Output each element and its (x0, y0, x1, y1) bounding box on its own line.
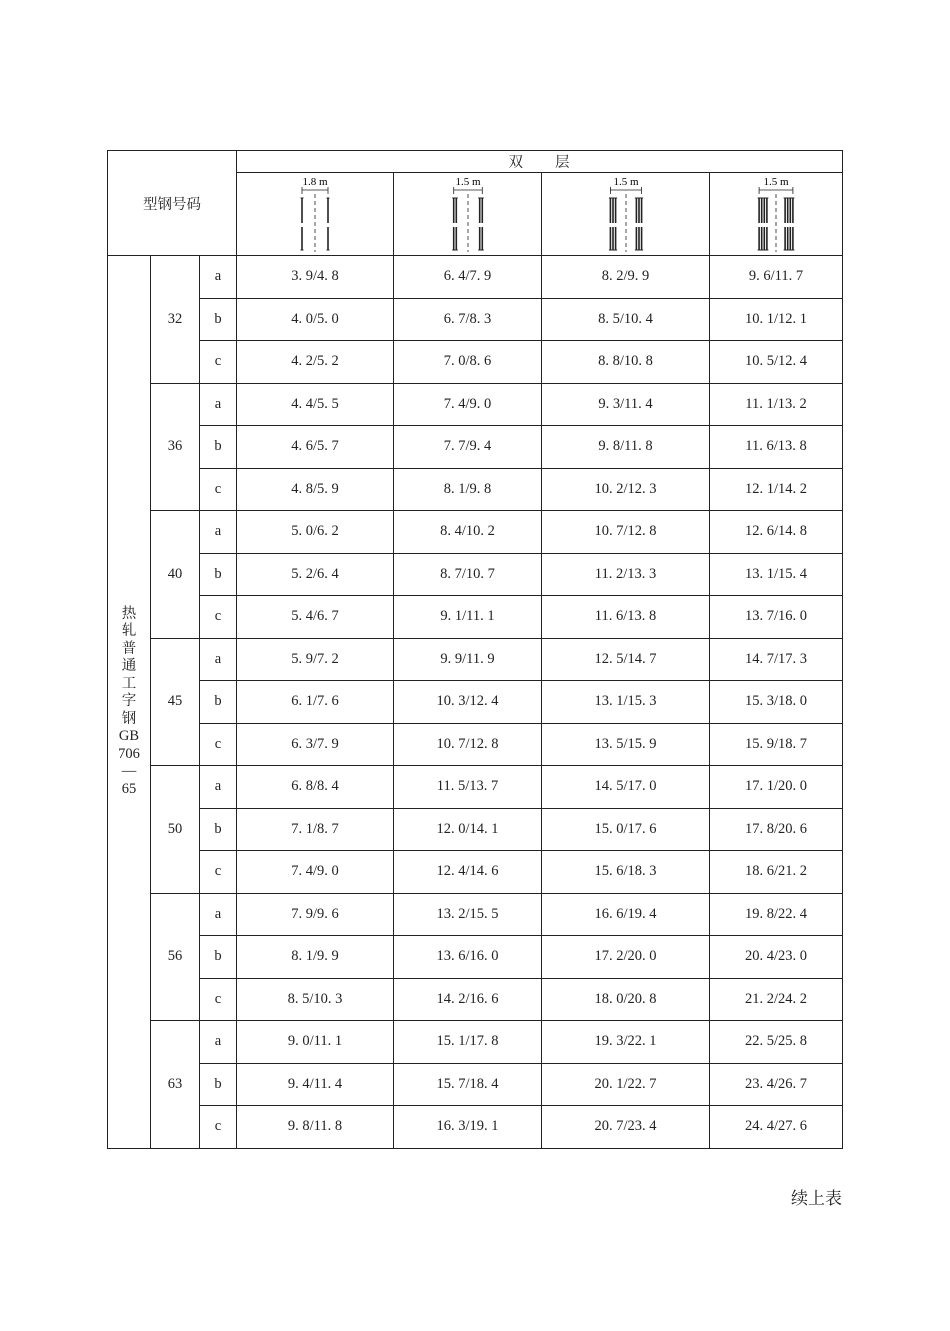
value-cell: 7. 1/8. 7 (237, 808, 394, 851)
value-cell: 9. 6/11. 7 (710, 256, 843, 299)
value-cell: 4. 2/5. 2 (237, 341, 394, 384)
category-label: 热 轧 普 通 工 字 钢 GB 706 — 65 (108, 256, 151, 1149)
sub-type-cell: b (200, 1063, 237, 1106)
value-cell: 5. 0/6. 2 (237, 511, 394, 554)
value-cell: 6. 1/7. 6 (237, 681, 394, 724)
value-cell: 9. 9/11. 9 (394, 638, 542, 681)
table-row (108, 766, 843, 809)
value-cell: 12. 4/14. 6 (394, 851, 542, 894)
value-cell: 3. 9/4. 8 (237, 256, 394, 299)
value-cell: 24. 4/27. 6 (710, 1106, 843, 1149)
value-cell: 10. 5/12. 4 (710, 341, 843, 384)
sub-type-cell: c (200, 723, 237, 766)
size-cell: 56 (151, 893, 200, 1021)
value-cell: 11. 6/13. 8 (542, 596, 710, 639)
value-cell: 12. 1/14. 2 (710, 468, 843, 511)
sub-type-cell: a (200, 638, 237, 681)
value-cell: 17. 1/20. 0 (710, 766, 843, 809)
value-cell: 13. 1/15. 4 (710, 553, 843, 596)
value-cell: 8. 5/10. 3 (237, 978, 394, 1021)
value-cell: 13. 7/16. 0 (710, 596, 843, 639)
value-cell: 4. 4/5. 5 (237, 383, 394, 426)
sub-type-cell: a (200, 1021, 237, 1064)
value-cell: 6. 8/8. 4 (237, 766, 394, 809)
sub-type-cell: a (200, 383, 237, 426)
value-cell: 8. 4/10. 2 (394, 511, 542, 554)
value-cell: 6. 3/7. 9 (237, 723, 394, 766)
table-row (108, 893, 843, 936)
value-cell: 10. 7/12. 8 (542, 511, 710, 554)
table-row (108, 723, 843, 766)
value-cell: 12. 6/14. 8 (710, 511, 843, 554)
table-row (108, 851, 843, 894)
value-cell: 12. 5/14. 7 (542, 638, 710, 681)
size-cell: 40 (151, 511, 200, 639)
value-cell: 20. 1/22. 7 (542, 1063, 710, 1106)
sub-type-cell: c (200, 468, 237, 511)
value-cell: 8. 2/9. 9 (542, 256, 710, 299)
value-cell: 7. 9/9. 6 (237, 893, 394, 936)
table-row (108, 681, 843, 724)
table-row (108, 1021, 843, 1064)
sub-type-cell: b (200, 936, 237, 979)
sub-type-cell: c (200, 341, 237, 384)
sub-type-cell: c (200, 596, 237, 639)
value-cell: 20. 7/23. 4 (542, 1106, 710, 1149)
table-row (108, 468, 843, 511)
spacing-label: 1.5 m (763, 176, 789, 188)
value-cell: 9. 1/11. 1 (394, 596, 542, 639)
value-cell: 8. 7/10. 7 (394, 553, 542, 596)
value-cell: 15. 3/18. 0 (710, 681, 843, 724)
value-cell: 7. 4/9. 0 (394, 383, 542, 426)
table-row (108, 426, 843, 469)
table-row (108, 511, 843, 554)
value-cell: 17. 2/20. 0 (542, 936, 710, 979)
value-cell: 19. 3/22. 1 (542, 1021, 710, 1064)
table-row (108, 383, 843, 426)
value-cell: 22. 5/25. 8 (710, 1021, 843, 1064)
double-layer-3-bar-icon (596, 174, 656, 254)
value-cell: 13. 1/15. 3 (542, 681, 710, 724)
value-cell: 8. 5/10. 4 (542, 298, 710, 341)
table-row (108, 341, 843, 384)
spacing-label: 1.5 m (455, 176, 481, 188)
value-cell: 17. 8/20. 6 (710, 808, 843, 851)
sub-type-cell: b (200, 808, 237, 851)
sub-type-cell: b (200, 553, 237, 596)
value-cell: 9. 3/11. 4 (542, 383, 710, 426)
value-cell: 15. 7/18. 4 (394, 1063, 542, 1106)
value-cell: 4. 8/5. 9 (237, 468, 394, 511)
diagram-cell (394, 173, 542, 256)
sub-type-cell: c (200, 978, 237, 1021)
value-cell: 9. 8/11. 8 (237, 1106, 394, 1149)
value-cell: 14. 2/16. 6 (394, 978, 542, 1021)
table-row (108, 978, 843, 1021)
sub-type-cell: a (200, 511, 237, 554)
double-layer-2-bar-icon (438, 174, 498, 254)
value-cell: 5. 2/6. 4 (237, 553, 394, 596)
spacing-label: 1.5 m (613, 176, 639, 188)
value-cell: 7. 7/9. 4 (394, 426, 542, 469)
table-row (108, 638, 843, 681)
value-cell: 16. 3/19. 1 (394, 1106, 542, 1149)
diagram-cell (710, 173, 843, 256)
sub-type-cell: b (200, 426, 237, 469)
value-cell: 10. 7/12. 8 (394, 723, 542, 766)
value-cell: 13. 5/15. 9 (542, 723, 710, 766)
value-cell: 4. 6/5. 7 (237, 426, 394, 469)
value-cell: 9. 4/11. 4 (237, 1063, 394, 1106)
value-cell: 13. 2/15. 5 (394, 893, 542, 936)
value-cell: 8. 8/10. 8 (542, 341, 710, 384)
sub-type-cell: c (200, 851, 237, 894)
value-cell: 10. 1/12. 1 (710, 298, 843, 341)
spacing-label: 1.8 m (302, 176, 328, 188)
footnote: 续上表 (791, 1189, 842, 1208)
value-cell: 11. 6/13. 8 (710, 426, 843, 469)
sub-type-cell: a (200, 893, 237, 936)
value-cell: 4. 0/5. 0 (237, 298, 394, 341)
size-cell: 36 (151, 383, 200, 511)
value-cell: 6. 7/8. 3 (394, 298, 542, 341)
value-cell: 9. 8/11. 8 (542, 426, 710, 469)
value-cell: 5. 4/6. 7 (237, 596, 394, 639)
table-row (108, 298, 843, 341)
layer-header: 双 层 (237, 151, 843, 173)
value-cell: 11. 5/13. 7 (394, 766, 542, 809)
value-cell: 7. 0/8. 6 (394, 341, 542, 384)
value-cell: 19. 8/22. 4 (710, 893, 843, 936)
value-cell: 14. 7/17. 3 (710, 638, 843, 681)
value-cell: 15. 6/18. 3 (542, 851, 710, 894)
value-cell: 11. 1/13. 2 (710, 383, 843, 426)
size-cell: 63 (151, 1021, 200, 1149)
value-cell: 7. 4/9. 0 (237, 851, 394, 894)
value-cell: 15. 1/17. 8 (394, 1021, 542, 1064)
model-header: 型钢号码 (108, 151, 237, 256)
table-row (108, 553, 843, 596)
value-cell: 15. 9/18. 7 (710, 723, 843, 766)
value-cell: 23. 4/26. 7 (710, 1063, 843, 1106)
value-cell: 10. 3/12. 4 (394, 681, 542, 724)
table-row (108, 1063, 843, 1106)
steel-table (107, 150, 843, 1149)
value-cell: 8. 1/9. 8 (394, 468, 542, 511)
sub-type-cell: b (200, 298, 237, 341)
table-row (108, 596, 843, 639)
sub-type-cell: a (200, 256, 237, 299)
value-cell: 8. 1/9. 9 (237, 936, 394, 979)
table-row (108, 1106, 843, 1149)
table-row (108, 256, 843, 299)
sub-type-cell: c (200, 1106, 237, 1149)
sub-type-cell: a (200, 766, 237, 809)
value-cell: 14. 5/17. 0 (542, 766, 710, 809)
double-layer-4-bar-icon (746, 174, 806, 254)
value-cell: 21. 2/24. 2 (710, 978, 843, 1021)
diagram-cell (237, 173, 394, 256)
value-cell: 18. 6/21. 2 (710, 851, 843, 894)
value-cell: 6. 4/7. 9 (394, 256, 542, 299)
value-cell: 10. 2/12. 3 (542, 468, 710, 511)
size-cell: 45 (151, 638, 200, 766)
table-row (108, 936, 843, 979)
value-cell: 11. 2/13. 3 (542, 553, 710, 596)
sub-type-cell: b (200, 681, 237, 724)
value-cell: 12. 0/14. 1 (394, 808, 542, 851)
size-cell: 32 (151, 256, 200, 384)
value-cell: 16. 6/19. 4 (542, 893, 710, 936)
size-cell: 50 (151, 766, 200, 894)
value-cell: 13. 6/16. 0 (394, 936, 542, 979)
value-cell: 15. 0/17. 6 (542, 808, 710, 851)
double-layer-1-bar-icon (285, 174, 345, 254)
table-row (108, 808, 843, 851)
value-cell: 9. 0/11. 1 (237, 1021, 394, 1064)
diagram-cell (542, 173, 710, 256)
value-cell: 5. 9/7. 2 (237, 638, 394, 681)
value-cell: 20. 4/23. 0 (710, 936, 843, 979)
value-cell: 18. 0/20. 8 (542, 978, 710, 1021)
